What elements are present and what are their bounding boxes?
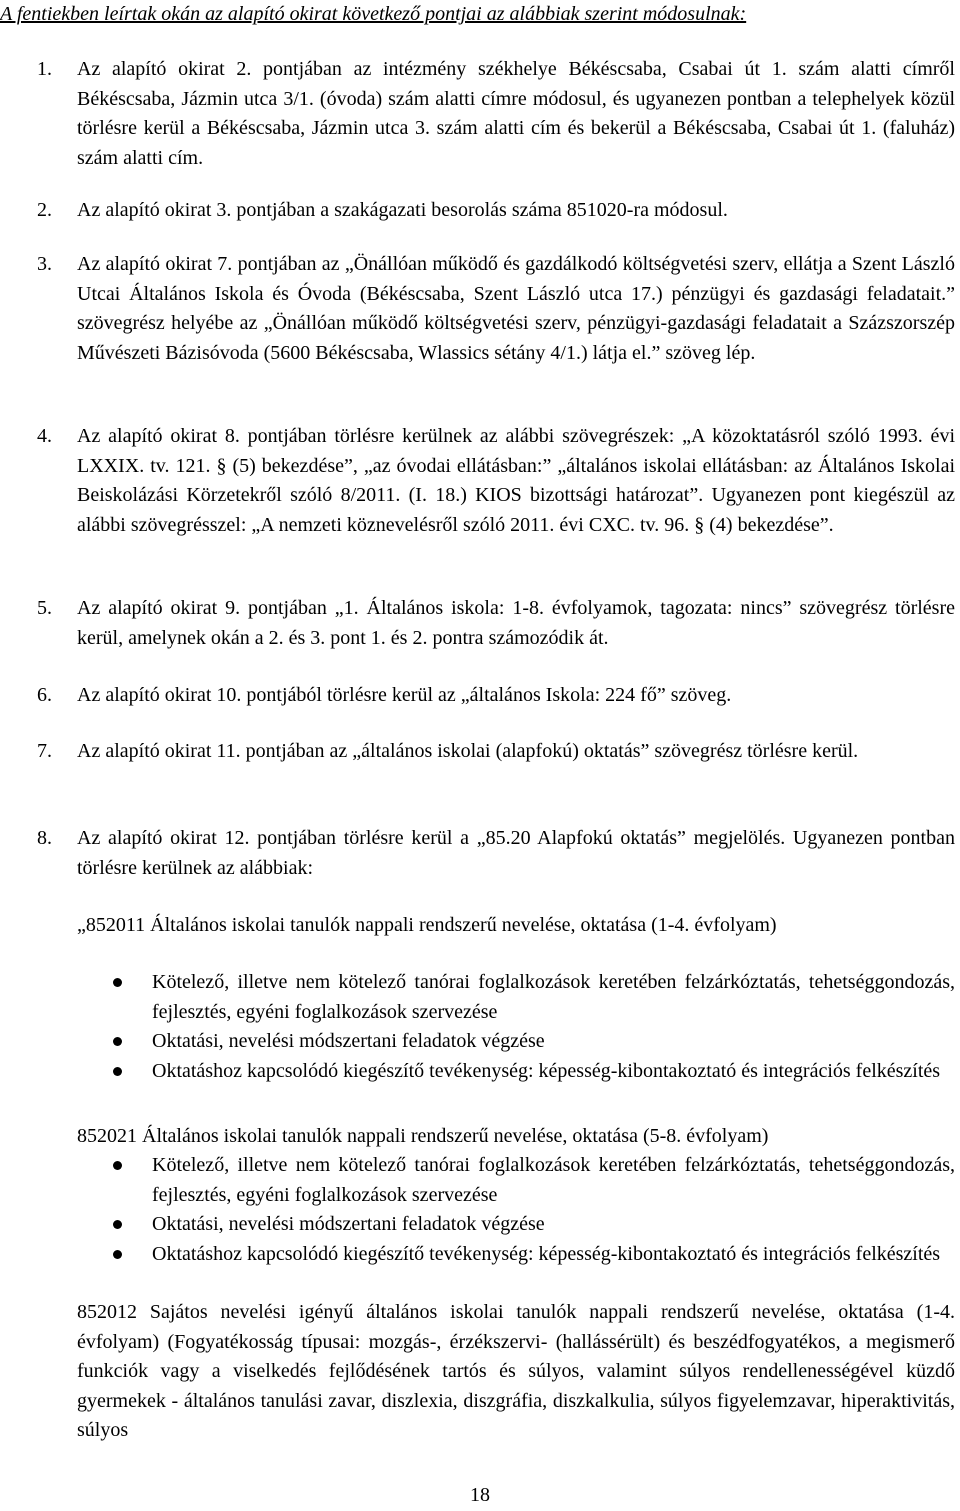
list-item [37,681,955,711]
bullet-icon [113,1220,122,1229]
item-number: 2. [37,199,52,221]
final-paragraph: 852012 Sajátos nevelési igényű általános iskolai tanulók nappali rendszerű nevelése, oktatása (1-4. évfolyam) (Fogyatékosság típusai: mozgás-, érzékszervi- (hallássérült) és beszédfogyatékos, a megismerő funkciók vagy a viselkedés fejlődésének tartós és súlyos, valamint súlyos rendellenességével küzdő gyermekek - általános tanulási zavar, diszlexia, diszgráfia, diszkalkulia, súlyos figyelemzavar, hiperaktivitás, súlyos [77,1301,955,1441]
bullet-icon [113,1250,122,1259]
list-item [37,737,955,767]
list-item [37,422,955,540]
activity-title: 852021 Általános iskolai tanulók nappali rendszerű nevelése, oktatása (5-8. évfolyam) [77,1125,769,1147]
bullet-icon [113,1037,122,1046]
item-text: Az alapító okirat 3. pontjában a szakágazati besorolás száma 851020-ra módosul. [77,199,728,221]
item-text: Az alapító okirat 12. pontjában törlésre kerül a „85.20 Alapfokú oktatás” megjelölés. Ugyanezen pontban törlésre kerülnek az alábbiak: [77,827,955,879]
item-text: Az alapító okirat 8. pontjában törlésre kerülnek az alábbi szövegrészek: „A közoktatásról szóló 1993. évi LXXIX. tv. 121. § (5) bekezdése”, „az óvodai ellátásban:” „általános iskolai ellátásban: az Általános Iskolai Beiskolázási Körzetekről szóló 8/2011. (I. 18.) KIOS bizottsági határozat”. Ugyanezen pont kiegészül az alábbi szövegrésszel: „A nemzeti köznevelésről szóló 2011. évi CXC. tv. 96. § (4) bekezdése”. [77,425,955,536]
item-number: 4. [37,425,52,447]
bullet-item [77,1027,955,1057]
bullet-item [77,1240,955,1270]
bullet-text: Kötelező, illetve nem kötelező tanórai foglalkozások keretében felzárkóztatás, tehetséggondozás, fejlesztés, egyéni foglalkozások szervezése [152,971,955,1023]
page-number: 18 [470,1484,490,1506]
section-heading: A fentiekben leírtak okán az alapító okirat következő pontjai az alábbiak szerint módosulnak: [0,3,747,25]
bullet-text: Oktatási, nevelési módszertani feladatok végzése [152,1030,545,1052]
item-text: Az alapító okirat 2. pontjában az intézmény székhelye Békéscsaba, Csabai út 1. szám alatti címről Békéscsaba, Jázmin utca 3/1. (óvoda) szám alatti címre módosul, és ugyanezen pontban a telephelyek közül törlésre kerül a Békéscsaba, Jázmin utca 3. szám alatti cím és bekerül a Békéscsaba, Csabai út 1. (faluház) szám alatti cím. [77,58,955,169]
activity-title: „852011 Általános iskolai tanulók nappali rendszerű nevelése, oktatása (1-4. évfolyam) [77,914,777,936]
bullet-text: Oktatáshoz kapcsolódó kiegészítő tevékenység: képesség-kibontakoztató és integrációs felkészítés [152,1059,941,1082]
bullet-icon [113,978,122,987]
list-item [37,55,955,173]
bullet-item [77,1057,955,1087]
activity-bullet-list [77,968,955,1086]
item-number: 1. [37,58,52,80]
list-item [37,250,955,368]
item-number: 3. [37,253,52,275]
item-number: 5. [37,597,52,619]
list-item [37,594,955,653]
list-item [37,824,955,883]
bullet-text: Oktatási, nevelési módszertani feladatok végzése [152,1213,545,1235]
activity-bullet-list [77,1151,955,1269]
item-text: Az alapító okirat 11. pontjában az „általános iskolai (alapfokú) oktatás” szövegrész törlésre kerül. [77,740,859,762]
item-number: 8. [37,827,52,849]
item-text: Az alapító okirat 10. pontjából törlésre kerül az „általános Iskola: 224 fő” szöveg. [77,684,732,706]
bullet-item [77,1151,955,1210]
bullet-icon [113,1067,122,1076]
item-text: Az alapító okirat 9. pontjában „1. Általános iskola: 1-8. évfolyamok, tagozata: nincs” szövegrész törlésre kerül, amelynek okán a 2. és 3. pont 1. és 2. pontra számozódik át. [77,597,955,649]
bullet-text: Oktatáshoz kapcsolódó kiegészítő tevékenység: képesség-kibontakoztató és integrációs felkészítés [152,1242,941,1265]
item-number: 6. [37,684,52,706]
bullet-icon [113,1161,122,1170]
bullet-item [77,968,955,1027]
item-text: Az alapító okirat 7. pontjában az „Önállóan működő és gazdálkodó költségvetési szerv, ellátja a Szent László Utcai Általános Iskola és Óvoda (Békéscsaba, Szent László utca 17.) pénzügyi és gazdasági feladatait.” szövegrész helyébe az „Önállóan működő költségvetési szerv, pénzügyi-gazdasági feladatait a Százszorszép Művészeti Bázisóvoda (5600 Békéscsaba, Wlassics sétány 4/1.) látja el.” szöveg lép. [77,253,955,364]
list-item [37,196,955,226]
item-number: 7. [37,740,52,762]
bullet-text: Kötelező, illetve nem kötelező tanórai foglalkozások keretében felzárkóztatás, tehetséggondozás, fejlesztés, egyéni foglalkozások szervezése [152,1154,955,1206]
bullet-item [77,1210,955,1240]
